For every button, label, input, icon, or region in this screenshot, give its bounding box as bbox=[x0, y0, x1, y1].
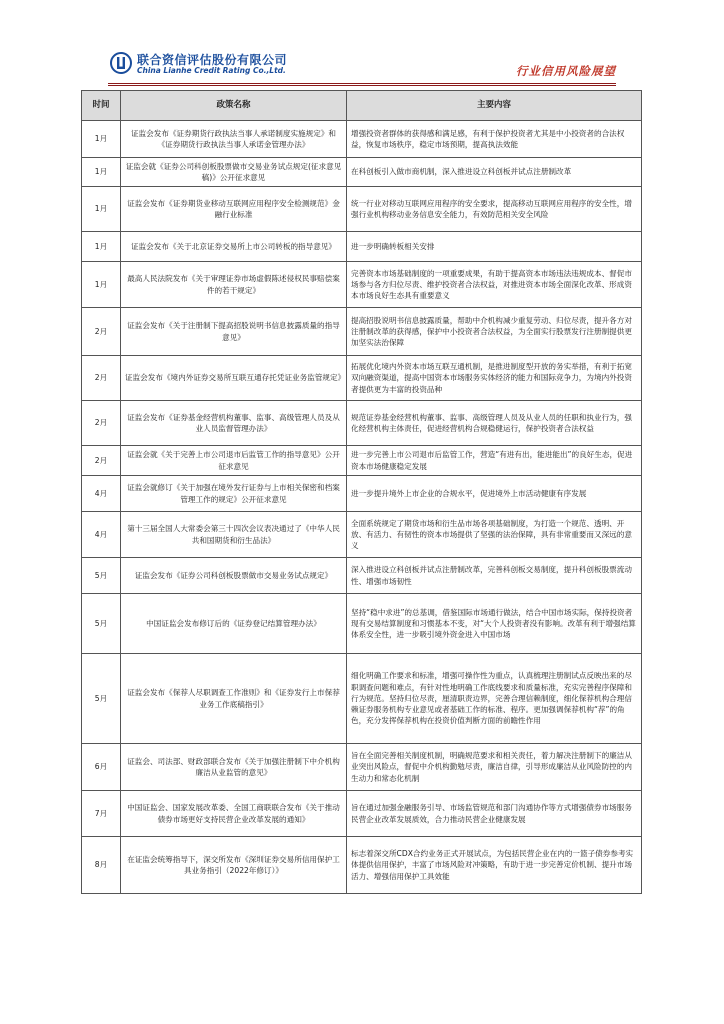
cell-time: 1月 bbox=[82, 262, 121, 308]
cell-policy-name: 第十三届全国人大常委会第三十四次会议表决通过了《中华人民共和国期货和衍生品法》 bbox=[121, 512, 347, 558]
cell-main-content: 增强投资者群体的获得感和满足感，有利于保护投资者尤其是中小投资者的合法权益，恢复市场秩序，稳定市场预期，提高执法效能 bbox=[347, 121, 642, 158]
cell-main-content: 全面系统规定了期货市场和衍生品市场各项基础制度，为打造一个规范、透明、开放、有活力、有韧性的资本市场提供了坚强的法治保障，具有非常重要而又深远的意义 bbox=[347, 512, 642, 558]
table-row bbox=[82, 187, 642, 232]
cell-policy-name: 证监会发布《证券基金经营机构董事、监事、高级管理人员及从业人员监督管理办法》 bbox=[121, 401, 347, 446]
cell-main-content: 提高招股说明书信息披露质量，帮助中介机构减少重复劳动、归位尽责，提升各方对注册制改革的获得感，保护中小投资者合法权益，为全面实行股票发行注册制提供更加坚实法治保障 bbox=[347, 308, 642, 356]
cell-time: 2月 bbox=[82, 308, 121, 356]
cell-policy-name: 证监会就修订《关于加强在境外发行证券与上市相关保密和档案管理工作的规定》公开征求意见 bbox=[121, 476, 347, 512]
cell-time: 5月 bbox=[82, 558, 121, 594]
table-row bbox=[82, 837, 642, 894]
table-row bbox=[82, 594, 642, 654]
cell-policy-name: 中国证监会、国家发展改革委、全国工商联联合发布《关于推动债券市场更好支持民营企业改革发展的通知》 bbox=[121, 791, 347, 837]
table-row bbox=[82, 356, 642, 401]
company-name-en: China Lianhe Credit Rating Co.,Ltd. bbox=[137, 66, 286, 75]
cell-policy-name: 证监会发布《证券期货行政执法当事人承诺制度实施规定》和《证券期货行政执法当事人承诺金管理办法》 bbox=[121, 121, 347, 158]
table-row bbox=[82, 308, 642, 356]
cell-policy-name: 证监会发布《境内外证券交易所互联互通存托凭证业务监管规定》 bbox=[121, 356, 347, 401]
table-row bbox=[82, 791, 642, 837]
cell-policy-name: 在证监会统筹指导下，深交所发布《深圳证券交易所信用保护工具业务指引（2022年修订）》 bbox=[121, 837, 347, 894]
cell-time: 2月 bbox=[82, 446, 121, 476]
cell-time: 1月 bbox=[82, 121, 121, 158]
cell-time: 2月 bbox=[82, 401, 121, 446]
cell-policy-name: 证监会发布《证券公司科创板股票做市交易业务试点规定》 bbox=[121, 558, 347, 594]
cell-policy-name: 证监会、司法部、财政部联合发布《关于加强注册制下中介机构廉洁从业监管的意见》 bbox=[121, 744, 347, 791]
table-row bbox=[82, 654, 642, 744]
cell-main-content: 进一步提升境外上市企业的合规水平，促进境外上市活动健康有序发展 bbox=[347, 476, 642, 512]
cell-time: 5月 bbox=[82, 654, 121, 744]
table-row bbox=[82, 512, 642, 558]
table-row bbox=[82, 446, 642, 476]
cell-main-content: 标志着深交所CDX合约业务正式开展试点，为包括民营企业在内的一篮子债券参考实体提供信用保护，丰富了市场风险对冲策略，有助于进一步完善定价机制、提升市场活力、增强信用保护工具效能 bbox=[347, 837, 642, 894]
cell-main-content: 完善资本市场基础制度的一项重要成果，有助于提高资本市场违法违规成本、督促市场参与各方归位尽责、维护投资者合法权益，对推进资本市场全面深化改革、形成资本市场良好生态具有重要意义 bbox=[347, 262, 642, 308]
cell-main-content: 旨在全面完善相关制度机制，明确规范要求和相关责任，着力解决注册制下的廉洁从业突出风险点，督促中介机构勤勉尽责，廉洁自律，引导形成廉洁从业风险防控的内生动力和常态化机制 bbox=[347, 744, 642, 791]
cell-policy-name: 中国证监会发布修订后的《证券登记结算管理办法》 bbox=[121, 594, 347, 654]
cell-policy-name: 证监会就《证券公司科创板股票做市交易业务试点规定(征求意见稿)》公开征求意见 bbox=[121, 158, 347, 187]
cell-policy-name: 证监会发布《证券期货业移动互联网应用程序安全检测规范》金融行业标准 bbox=[121, 187, 347, 232]
cell-time: 2月 bbox=[82, 356, 121, 401]
company-name-cn: 联合资信评估股份有限公司 bbox=[137, 53, 288, 67]
column-header-main-content: 主要内容 bbox=[347, 91, 642, 121]
cell-time: 6月 bbox=[82, 744, 121, 791]
table-row bbox=[82, 158, 642, 187]
table-row bbox=[82, 401, 642, 446]
policy-table bbox=[81, 90, 642, 894]
cell-main-content: 拓展优化境内外资本市场互联互通机制，是推进制度型开放的务实举措，有利于拓宽双向融资渠道，提高中国资本市场服务实体经济的能力和国际竞争力，为境内外投资者提供更为丰富的投资品种 bbox=[347, 356, 642, 401]
cell-main-content: 在科创板引入做市商机制，深入推进设立科创板并试点注册制改革 bbox=[347, 158, 642, 187]
cell-main-content: 规范证券基金经营机构董事、监事、高级管理人员及从业人员的任职和执业行为，强化经营机构主体责任，促进经营机构合规稳健运行，保护投资者合法权益 bbox=[347, 401, 642, 446]
cell-time: 7月 bbox=[82, 791, 121, 837]
cell-main-content: 统一行业对移动互联网应用程序的安全要求，提高移动互联网应用程序的安全性，增强行业机构移动业务信息安全能力，有效防范相关安全风险 bbox=[347, 187, 642, 232]
cell-time: 8月 bbox=[82, 837, 121, 894]
cell-time: 1月 bbox=[82, 232, 121, 262]
cell-main-content: 进一步完善上市公司退市后监管工作，营造“有进有出，能进能出”的良好生态，促进资本市场健康稳定发展 bbox=[347, 446, 642, 476]
cell-policy-name: 最高人民法院发布《关于审理证券市场虚假陈述侵权民事赔偿案件的若干规定》 bbox=[121, 262, 347, 308]
table-row bbox=[82, 558, 642, 594]
cell-policy-name: 证监会发布《保荐人尽职调查工作准则》和《证券发行上市保荐业务工作底稿指引》 bbox=[121, 654, 347, 744]
table-row bbox=[82, 232, 642, 262]
report-type: 行业信用风险展望 bbox=[516, 64, 616, 78]
header-divider-secondary bbox=[108, 85, 616, 86]
cell-main-content: 深入推进设立科创板并试点注册制改革，完善科创板交易制度，提升科创板股票流动性、增强市场韧性 bbox=[347, 558, 642, 594]
table-row bbox=[82, 476, 642, 512]
page-header bbox=[0, 0, 724, 90]
table-row bbox=[82, 744, 642, 791]
cell-policy-name: 证监会发布《关于注册制下提高招股说明书信息披露质量的指导意见》 bbox=[121, 308, 347, 356]
cell-time: 1月 bbox=[82, 187, 121, 232]
cell-policy-name: 证监会就《关于完善上市公司退市后监管工作的指导意见》公开征求意见 bbox=[121, 446, 347, 476]
header-divider bbox=[108, 83, 616, 84]
cell-time: 4月 bbox=[82, 476, 121, 512]
cell-policy-name: 证监会发布《关于北京证券交易所上市公司转板的指导意见》 bbox=[121, 232, 347, 262]
column-header-policy-name: 政策名称 bbox=[121, 91, 347, 121]
cell-main-content: 坚持“稳中求进”的总基调，借鉴国际市场通行做法，结合中国市场实际，保持投资者现有交易结算制度和习惯基本不变，对“大个人投资者没有影响。改革有利于增强结算体系安全性，进一步吸引境外资金进入中国市场 bbox=[347, 594, 642, 654]
table-row bbox=[82, 121, 642, 158]
column-header-time: 时间 bbox=[82, 91, 121, 121]
cell-time: 5月 bbox=[82, 594, 121, 654]
cell-main-content: 旨在通过加强金融服务引导、市场监管规范和部门沟通协作等方式增强债券市场服务民营企业改革发展质效，合力推动民营企业健康发展 bbox=[347, 791, 642, 837]
cell-time: 4月 bbox=[82, 512, 121, 558]
table-header-row bbox=[82, 91, 642, 121]
company-logo-icon bbox=[110, 52, 132, 74]
cell-time: 1月 bbox=[82, 158, 121, 187]
cell-main-content: 进一步明确转板相关安排 bbox=[347, 232, 642, 262]
table-row bbox=[82, 262, 642, 308]
cell-main-content: 细化明确工作要求和标准，增强可操作性为重点，认真梳理注册制试点反映出来的尽职调查问题和难点，有针对性地明确工作底线要求和质量标准，充实完善程序保障和行为规范。坚持归位尽责，厘清职责边界，完善合理信赖制度，细化保荐机构合理信赖证券服务机构专业意见或者基础工作的标准、程序。更加强调保荐机构“荐”的角色，充分发挥保荐机构在投资价值判断方面的前瞻性作用 bbox=[347, 654, 642, 744]
